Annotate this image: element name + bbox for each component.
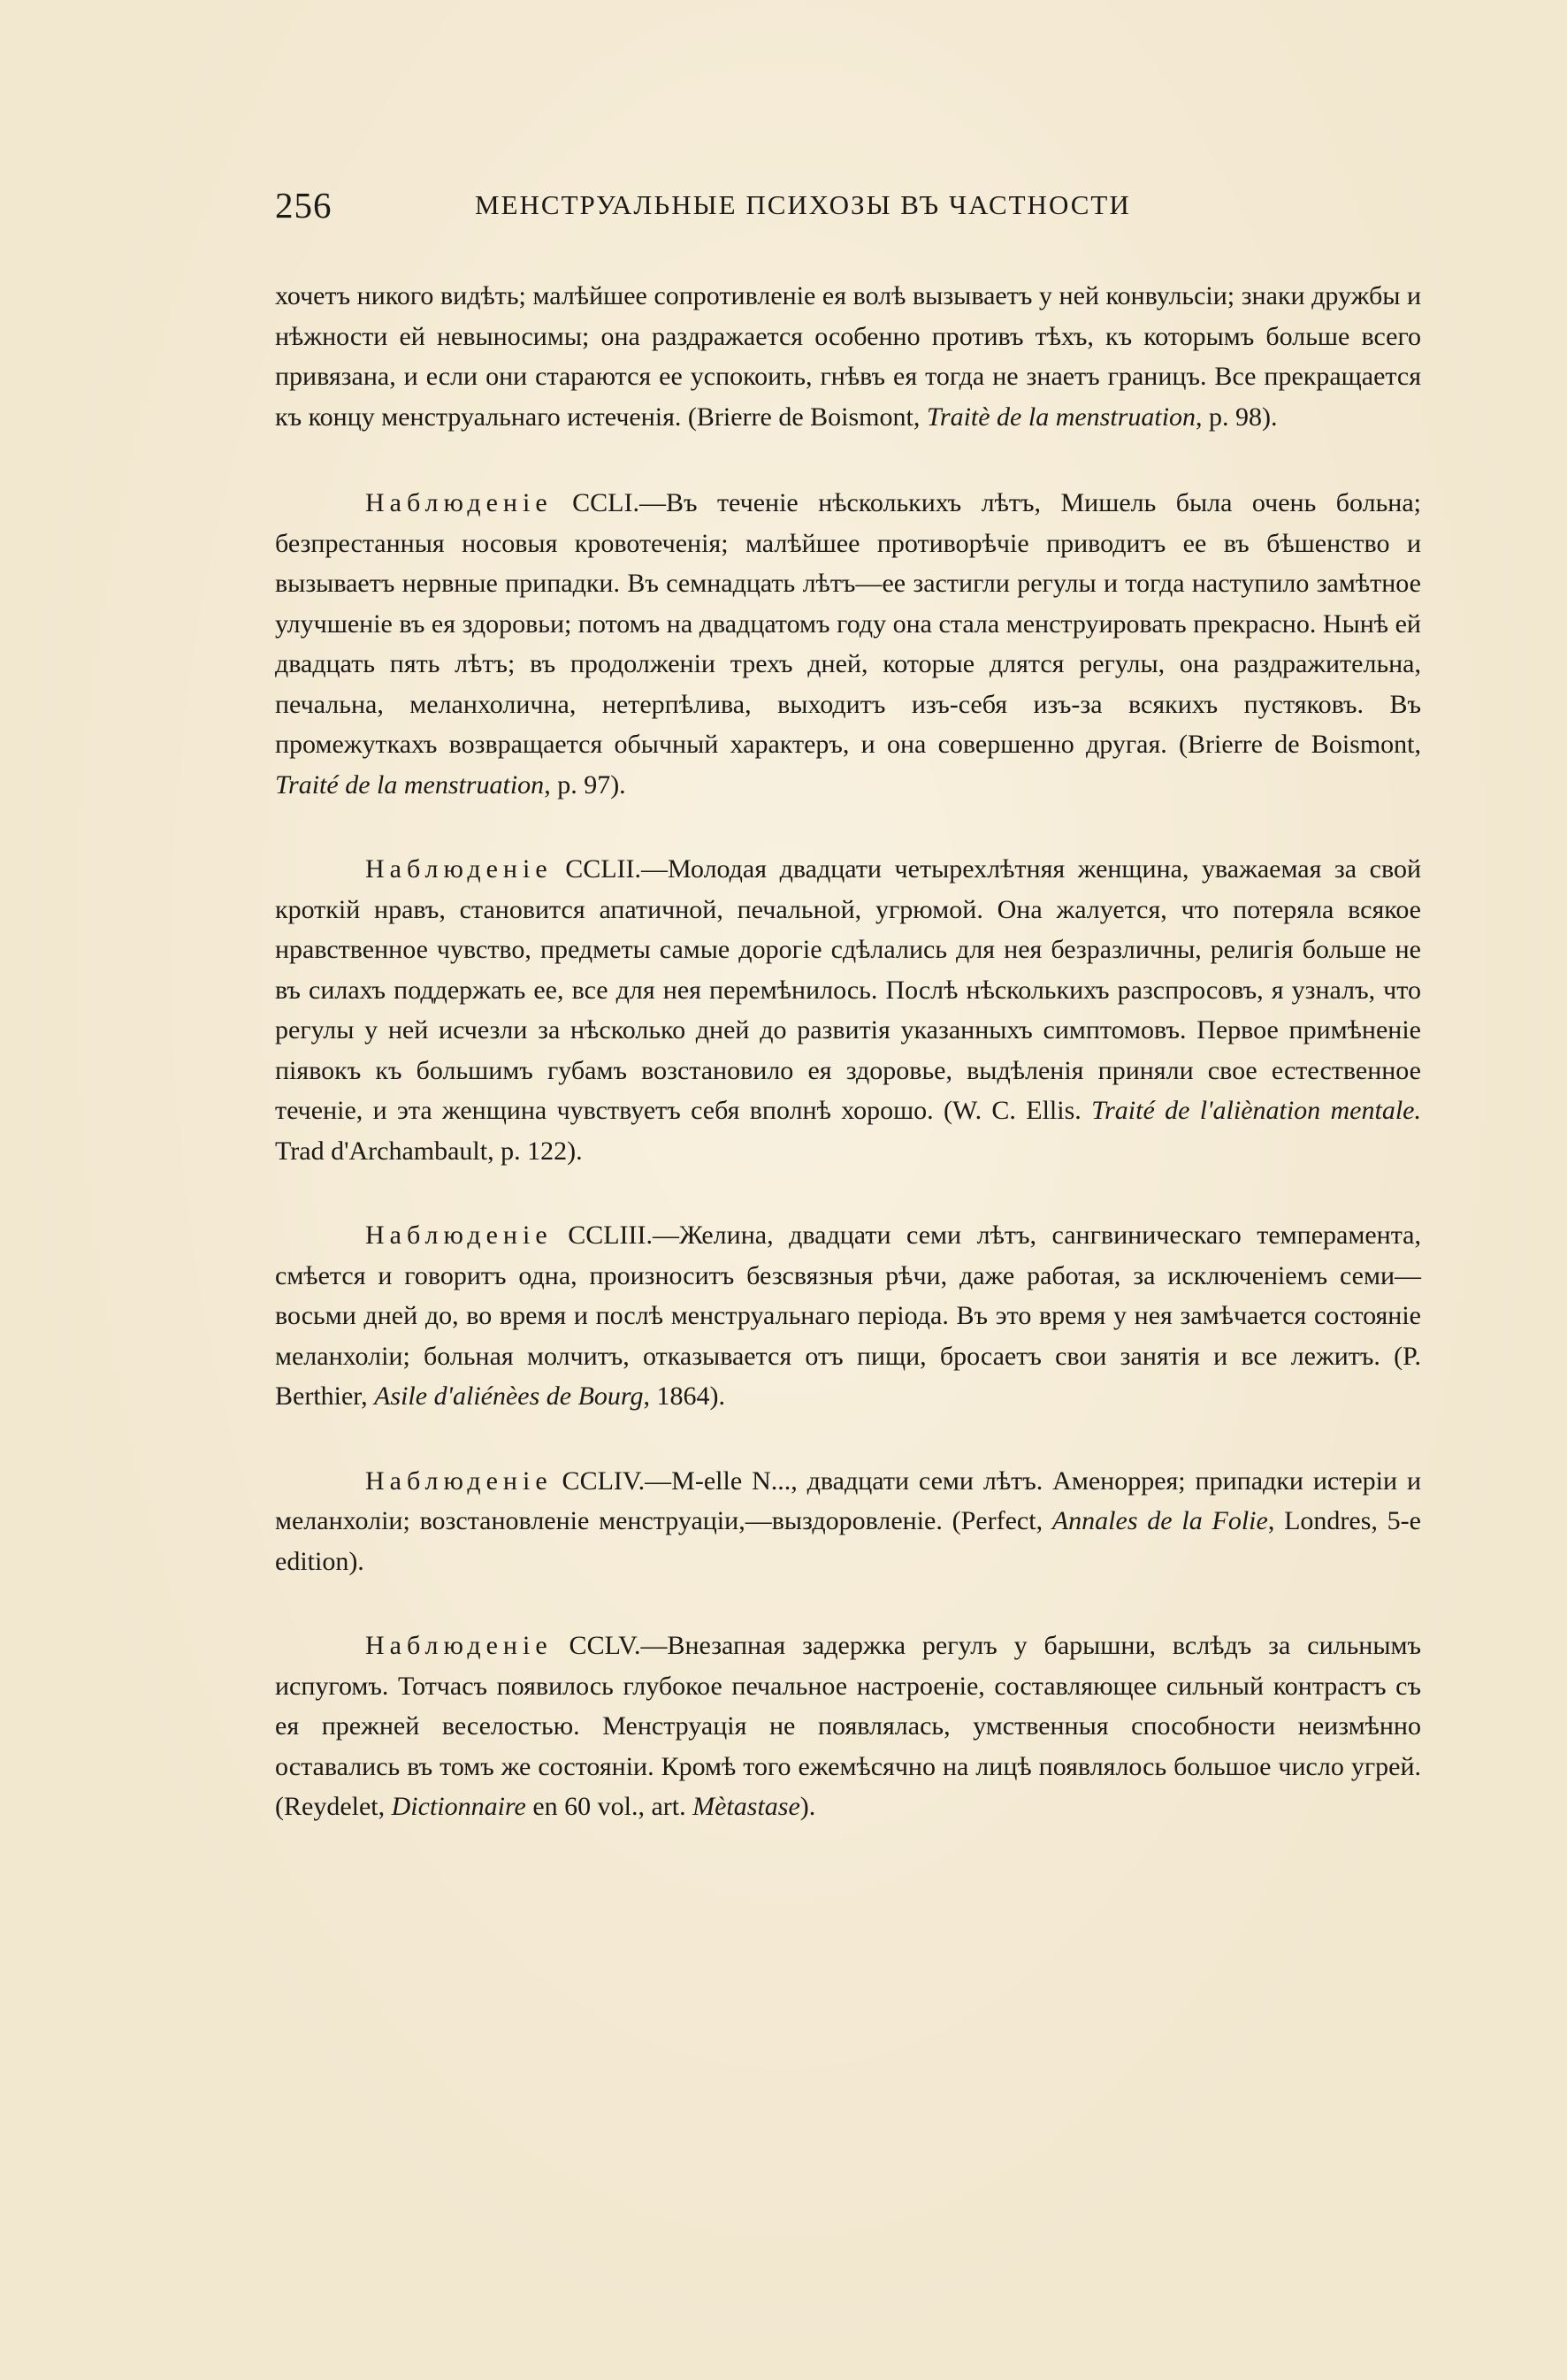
observation-paragraph — [275, 1626, 1421, 1827]
text-segment: en 60 vol., art. — [525, 1792, 693, 1821]
observation-label: Наблюденіе — [365, 488, 553, 517]
observation-paragraph — [275, 849, 1421, 1171]
text-segment: , Londres, 5-e edition). — [275, 1506, 1421, 1576]
citation-title: Mètastase — [692, 1792, 800, 1821]
text-segment: Trad d'Archambault, p. 122). — [275, 1136, 583, 1166]
observation-paragraph — [275, 1461, 1421, 1582]
text-segment: CCLV.—Внезапная задержка регулъ у барышни, вслѣдъ за сильнымъ испугомъ. Тотчасъ появилось глубокое печальное настроеніе, составляющее сильный контрастъ съ ея прежней веселостью. Менструація не появлялась, умственныя способности неизмѣнно оставались въ томъ же состояніи. Кромѣ того ежемѣсячно на лицѣ появлялось большое число угрей. (Reydelet, — [275, 1631, 1421, 1821]
citation-title: Annales de la Folie — [1051, 1506, 1268, 1535]
observation-label: Наблюденіе — [365, 1465, 553, 1496]
text-segment: хочетъ никого видѣть; малѣйшее сопротивленіе ея волѣ вызываетъ у ней конвульсіи; знаки дружбы и нѣжности ей невыносимы; она раздражается особенно противъ тѣхъ, къ которымъ больше всего привязана, и если они стараются ее успокоить, гнѣвъ ея тогда не знаетъ границъ. Все прекращается къ концу менструальнаго истеченія. (Brierre de Boismont, — [275, 281, 1421, 432]
observation-label: Наблюденіе — [365, 1631, 553, 1660]
observation-paragraph — [275, 483, 1421, 805]
observation-label: Наблюденіе — [365, 854, 553, 884]
citation-title: Traitè de la menstruation — [926, 402, 1196, 432]
body-text — [275, 276, 1421, 1871]
citation-title: Asile d'aliénèes de Bourg — [374, 1381, 644, 1411]
running-head — [275, 184, 1265, 237]
observation-label: Наблюденіе — [365, 1221, 553, 1250]
text-segment: , 1864). — [643, 1381, 725, 1411]
text-segment: , p. 98). — [1196, 402, 1278, 432]
text-segment: ). — [799, 1792, 816, 1821]
paragraph-continuation — [275, 276, 1421, 437]
text-segment: CCLI.—Въ теченіе нѣсколькихъ лѣтъ, Мишель была очень больна; безпрестанныя носовыя кровотеченія; малѣйшее противорѣчіе приводитъ ее въ бѣшенство и вызываетъ нервные припадки. Въ семнадцать лѣтъ—ее застигли регулы и тогда наступило замѣтное улучшеніе въ ея здоровьи; потомъ на двадцатомъ году она стала менструировать прекрасно. Нынѣ ей двадцать пять лѣтъ; въ продолженіи трехъ дней, которые длятся регулы, она раздражительна, печальна, меланхолична, нетерпѣлива, выходитъ изъ-себя изъ-за всякихъ пустяковъ. Въ промежуткахъ возвращается обычный характеръ, и она совершенно другая. (Brierre de Boismont, — [275, 488, 1421, 759]
observation-paragraph — [275, 1215, 1421, 1417]
text-segment: CCLIII.—Желина, двадцати семи лѣтъ, сангвиническаго темперамента, смѣется и говоритъ одна, произноситъ безсвязныя рѣчи, даже работая, за исключеніемъ семи—восьми дней до, во время и послѣ менструальнаго періода. Въ это время у нея замѣчается состояніе меланхоліи; больная молчитъ, отказывается отъ пищи, бросаетъ свои занятія и все лежитъ. (P. Berthier, — [275, 1221, 1421, 1411]
citation-title: Traité de la menstruation — [275, 769, 545, 800]
citation-title: Traité de l'aliènation mentale. — [1091, 1096, 1421, 1125]
citation-title: Dictionnaire — [391, 1792, 526, 1821]
page-number: 256 — [275, 185, 333, 226]
text-segment: CCLIV.—M-elle N..., двадцати семи лѣтъ. Аменоррея; припадки истеріи и меланхоліи; возстановленіе менструаціи,—выздоровленіе. (Perfect, — [275, 1465, 1421, 1535]
running-title: МЕНСТРУАЛЬНЫЕ ПСИХОЗЫ ВЪ ЧАСТНОСТИ — [475, 189, 1131, 220]
text-segment: , p. 97). — [544, 769, 626, 800]
text-segment: CCLII.—Молодая двадцати четырехлѣтняя женщина, уважаемая за свой кроткій нравъ, становится апатичной, печальной, угрюмой. Она жалуется, что потеряла всякое нравственное чувство, предметы самые дорогіе сдѣлались для нея безразличны, религія больше не въ силахъ поддержать ее, все для нея перемѣнилось. Послѣ нѣсколькихъ разспросовъ, я узналъ, что регулы у ней исчезли за нѣсколько дней до развитія указанныхъ симптомовъ. Первое примѣненіе піявокъ къ большимъ губамъ возстановило ея здоровье, выдѣленія приняли свое естественное теченіе, и эта женщина чувствуетъ себя вполнѣ хорошо. (W. C. Ellis. — [275, 854, 1421, 1125]
